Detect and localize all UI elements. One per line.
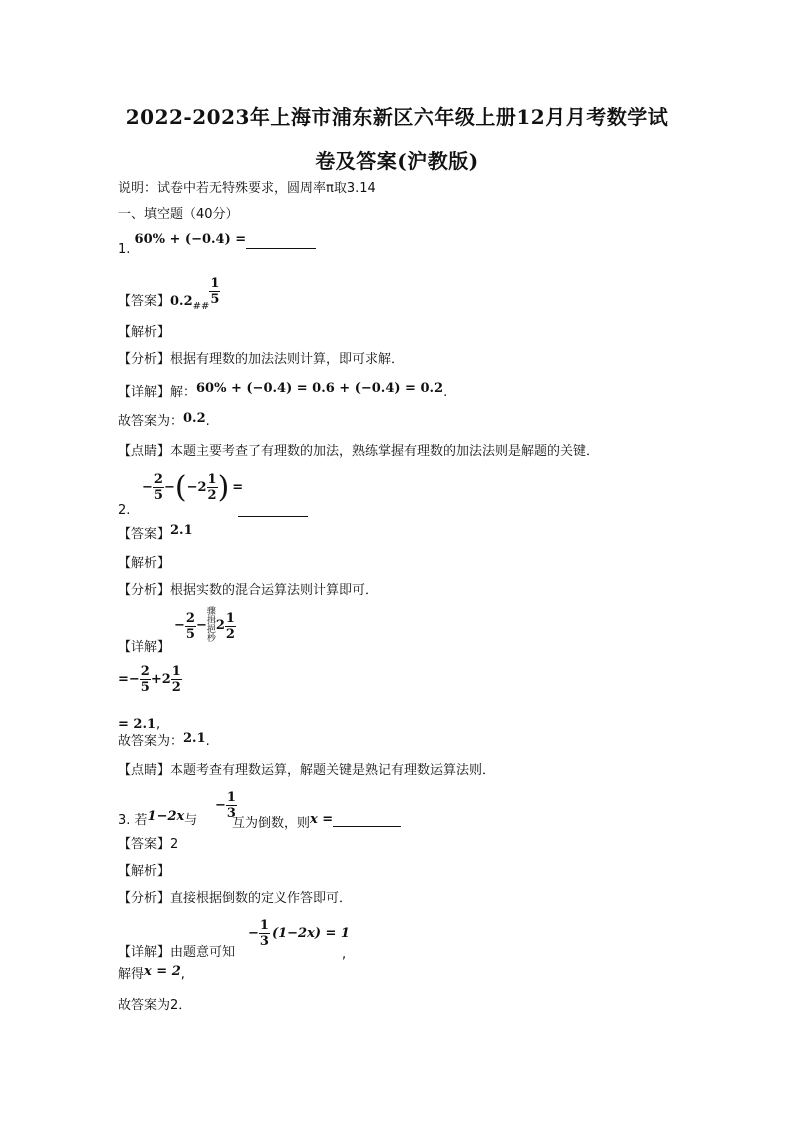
q2-step2-frac1-num: 2 xyxy=(140,664,150,679)
q2-step2-frac2-den: 2 xyxy=(171,680,181,695)
q2-answer-blank xyxy=(238,502,308,517)
garbled-3: 挹 xyxy=(206,625,216,635)
q2-step2-prefix: =− xyxy=(118,671,140,687)
q3-with: 与 xyxy=(184,813,198,828)
q3-answer: 【答案】2 xyxy=(118,837,179,852)
q2-expression xyxy=(142,469,244,505)
q1-answer-frac-den: 5 xyxy=(210,292,220,307)
q3-solve-end: , xyxy=(180,967,185,982)
q2-mid-minus: − xyxy=(163,479,175,495)
q1-final-value: 0.2 xyxy=(183,411,206,426)
q2-minus: − xyxy=(142,479,153,495)
q3-minus: − xyxy=(215,797,226,813)
q2-step2-frac1-den: 5 xyxy=(140,680,150,695)
q2-detail-frac-2 xyxy=(225,611,236,642)
q1-detail-label: 【详解】解： xyxy=(118,385,197,400)
q2-right-paren: ) xyxy=(217,469,230,505)
q2-detail-mid: − xyxy=(195,618,207,633)
q2-frac2-den: 2 xyxy=(207,488,217,503)
title-line-1: 2022-2023年上海市浦东新区六年级上册12月月考数学试 xyxy=(125,105,669,129)
q2-step2-frac-1 xyxy=(140,664,151,695)
q3-mutual: 互为倒数，则 xyxy=(232,816,311,831)
q3-answer-blank xyxy=(333,812,401,827)
q2-step-3 xyxy=(118,716,160,734)
q2-frac1-num: 2 xyxy=(153,472,163,487)
garbled-2: 揖 xyxy=(206,616,216,626)
q2-answer-value: 2.1 xyxy=(170,523,193,538)
q2-step3-end: , xyxy=(156,717,161,732)
q1-expression: 60% + (−0.4) = xyxy=(134,232,247,247)
q1-answer-blank xyxy=(246,234,316,249)
q3-frac-den: 3 xyxy=(226,806,236,821)
q3-detail-fraction xyxy=(259,918,270,949)
q2-inner-minus: −2 xyxy=(186,479,207,495)
q3-detail-rest: (1−2x) = 1 xyxy=(271,925,350,941)
q2-left-paren: ( xyxy=(174,469,187,505)
q1-answer-value: 0.2 xyxy=(170,294,193,309)
q3-x-equals: x = xyxy=(310,812,334,827)
q2-detail-label: 【详解】 xyxy=(118,640,171,655)
q2-frac1-den: 5 xyxy=(153,488,163,503)
q2-jiexi: 【解析】 xyxy=(118,556,171,571)
q3-number: 3. 若 xyxy=(118,813,148,828)
q2-fraction-2 xyxy=(207,472,218,503)
q1-number: 1. xyxy=(118,242,131,257)
q1-answer xyxy=(118,276,220,317)
q3-detail-frac-den: 3 xyxy=(259,934,269,949)
q2-detail-minus: − xyxy=(174,618,185,633)
garbled-4: 杪 xyxy=(206,634,216,644)
q1-jiexi: 【解析】 xyxy=(118,325,171,340)
q2-equals: = xyxy=(232,479,244,495)
q3-fenxi: 【分析】直接根据倒数的定义作答即可． xyxy=(118,891,353,906)
q3-detail-end: , xyxy=(342,947,347,962)
q2-step-2 xyxy=(118,664,182,704)
q2-fraction-1 xyxy=(153,472,164,503)
q2-detail-frac-1 xyxy=(185,611,196,642)
q1-fenxi: 【分析】根据有理数的加法法则计算，即可求解． xyxy=(118,352,405,367)
note: 说明：试卷中若无特殊要求，圆周率π取3.14 xyxy=(118,181,376,196)
q2-question xyxy=(118,469,244,520)
q1-answer-separator: ## xyxy=(192,301,210,312)
q3-jiexi: 【解析】 xyxy=(118,864,171,879)
q1-detail-expression: 60% + (−0.4) = 0.6 + (−0.4) = 0.2 xyxy=(196,381,444,396)
q2-detail-frac2-den: 2 xyxy=(225,626,235,642)
section-heading: 一、填空题（40分） xyxy=(118,207,239,222)
q1-final xyxy=(118,413,210,431)
q2-detail-frac2-num: 1 xyxy=(225,610,235,626)
q2-number: 2. xyxy=(118,503,131,518)
q1-detail xyxy=(118,381,448,402)
q2-answer-label: 【答案】 xyxy=(118,527,171,542)
q3-detail-minus: − xyxy=(248,925,259,941)
q2-detail-frac1-num: 2 xyxy=(185,610,195,626)
q2-step2-frac2-num: 1 xyxy=(171,664,181,679)
q3-solve-expr: x = 2 xyxy=(144,964,181,979)
q3-detail-label: 【详解】由题意可知 xyxy=(118,945,236,960)
garbled-1: 骤 xyxy=(206,607,216,617)
q1-question xyxy=(118,232,316,259)
q2-answer xyxy=(118,523,193,544)
q2-step2-mid: +2 xyxy=(150,671,171,687)
q1-final-label: 故答案为： xyxy=(118,414,184,429)
q2-frac2-num: 1 xyxy=(207,472,217,487)
q2-garbled-glyphs xyxy=(207,608,216,644)
q2-detail-expression xyxy=(174,608,236,644)
q2-final-end: . xyxy=(205,734,210,749)
q1-answer-fraction xyxy=(209,276,220,307)
q2-step3-expr: = 2.1 xyxy=(118,717,157,732)
q2-final-label: 故答案为： xyxy=(118,734,184,749)
title-line-2: 卷及答案(沪教版) xyxy=(315,149,479,173)
q1-dianjing: 【点睛】本题主要考查了有理数的加法，熟练掌握有理数的加法法则是解题的关键． xyxy=(118,444,600,459)
q3-frac-num: 1 xyxy=(226,790,236,805)
q3-solve xyxy=(118,966,185,984)
q3-detail-frac-num: 1 xyxy=(259,918,269,933)
q3-final: 故答案为2． xyxy=(118,998,192,1013)
q2-detail xyxy=(118,607,235,658)
q2-final xyxy=(118,733,210,751)
q1-answer-frac-num: 1 xyxy=(210,276,220,291)
q2-step2-frac-2 xyxy=(171,664,182,695)
q3-expr: 1−2x xyxy=(147,809,185,824)
q1-final-end: . xyxy=(205,414,210,429)
q2-detail-frac1-den: 5 xyxy=(185,626,195,642)
q1-detail-end: . xyxy=(443,385,448,400)
q1-answer-label: 【答案】 xyxy=(118,294,171,309)
q2-dianjing: 【点睛】本题考查有理数运算，解题关键是熟记有理数运算法则． xyxy=(118,763,496,778)
q2-fenxi: 【分析】根据实数的混合运算法则计算即可． xyxy=(118,583,379,598)
q3-detail-expression xyxy=(248,918,350,949)
q2-detail-int: 2 xyxy=(215,618,225,633)
q3-solve-label: 解得 xyxy=(118,967,145,982)
q2-final-value: 2.1 xyxy=(183,731,206,746)
